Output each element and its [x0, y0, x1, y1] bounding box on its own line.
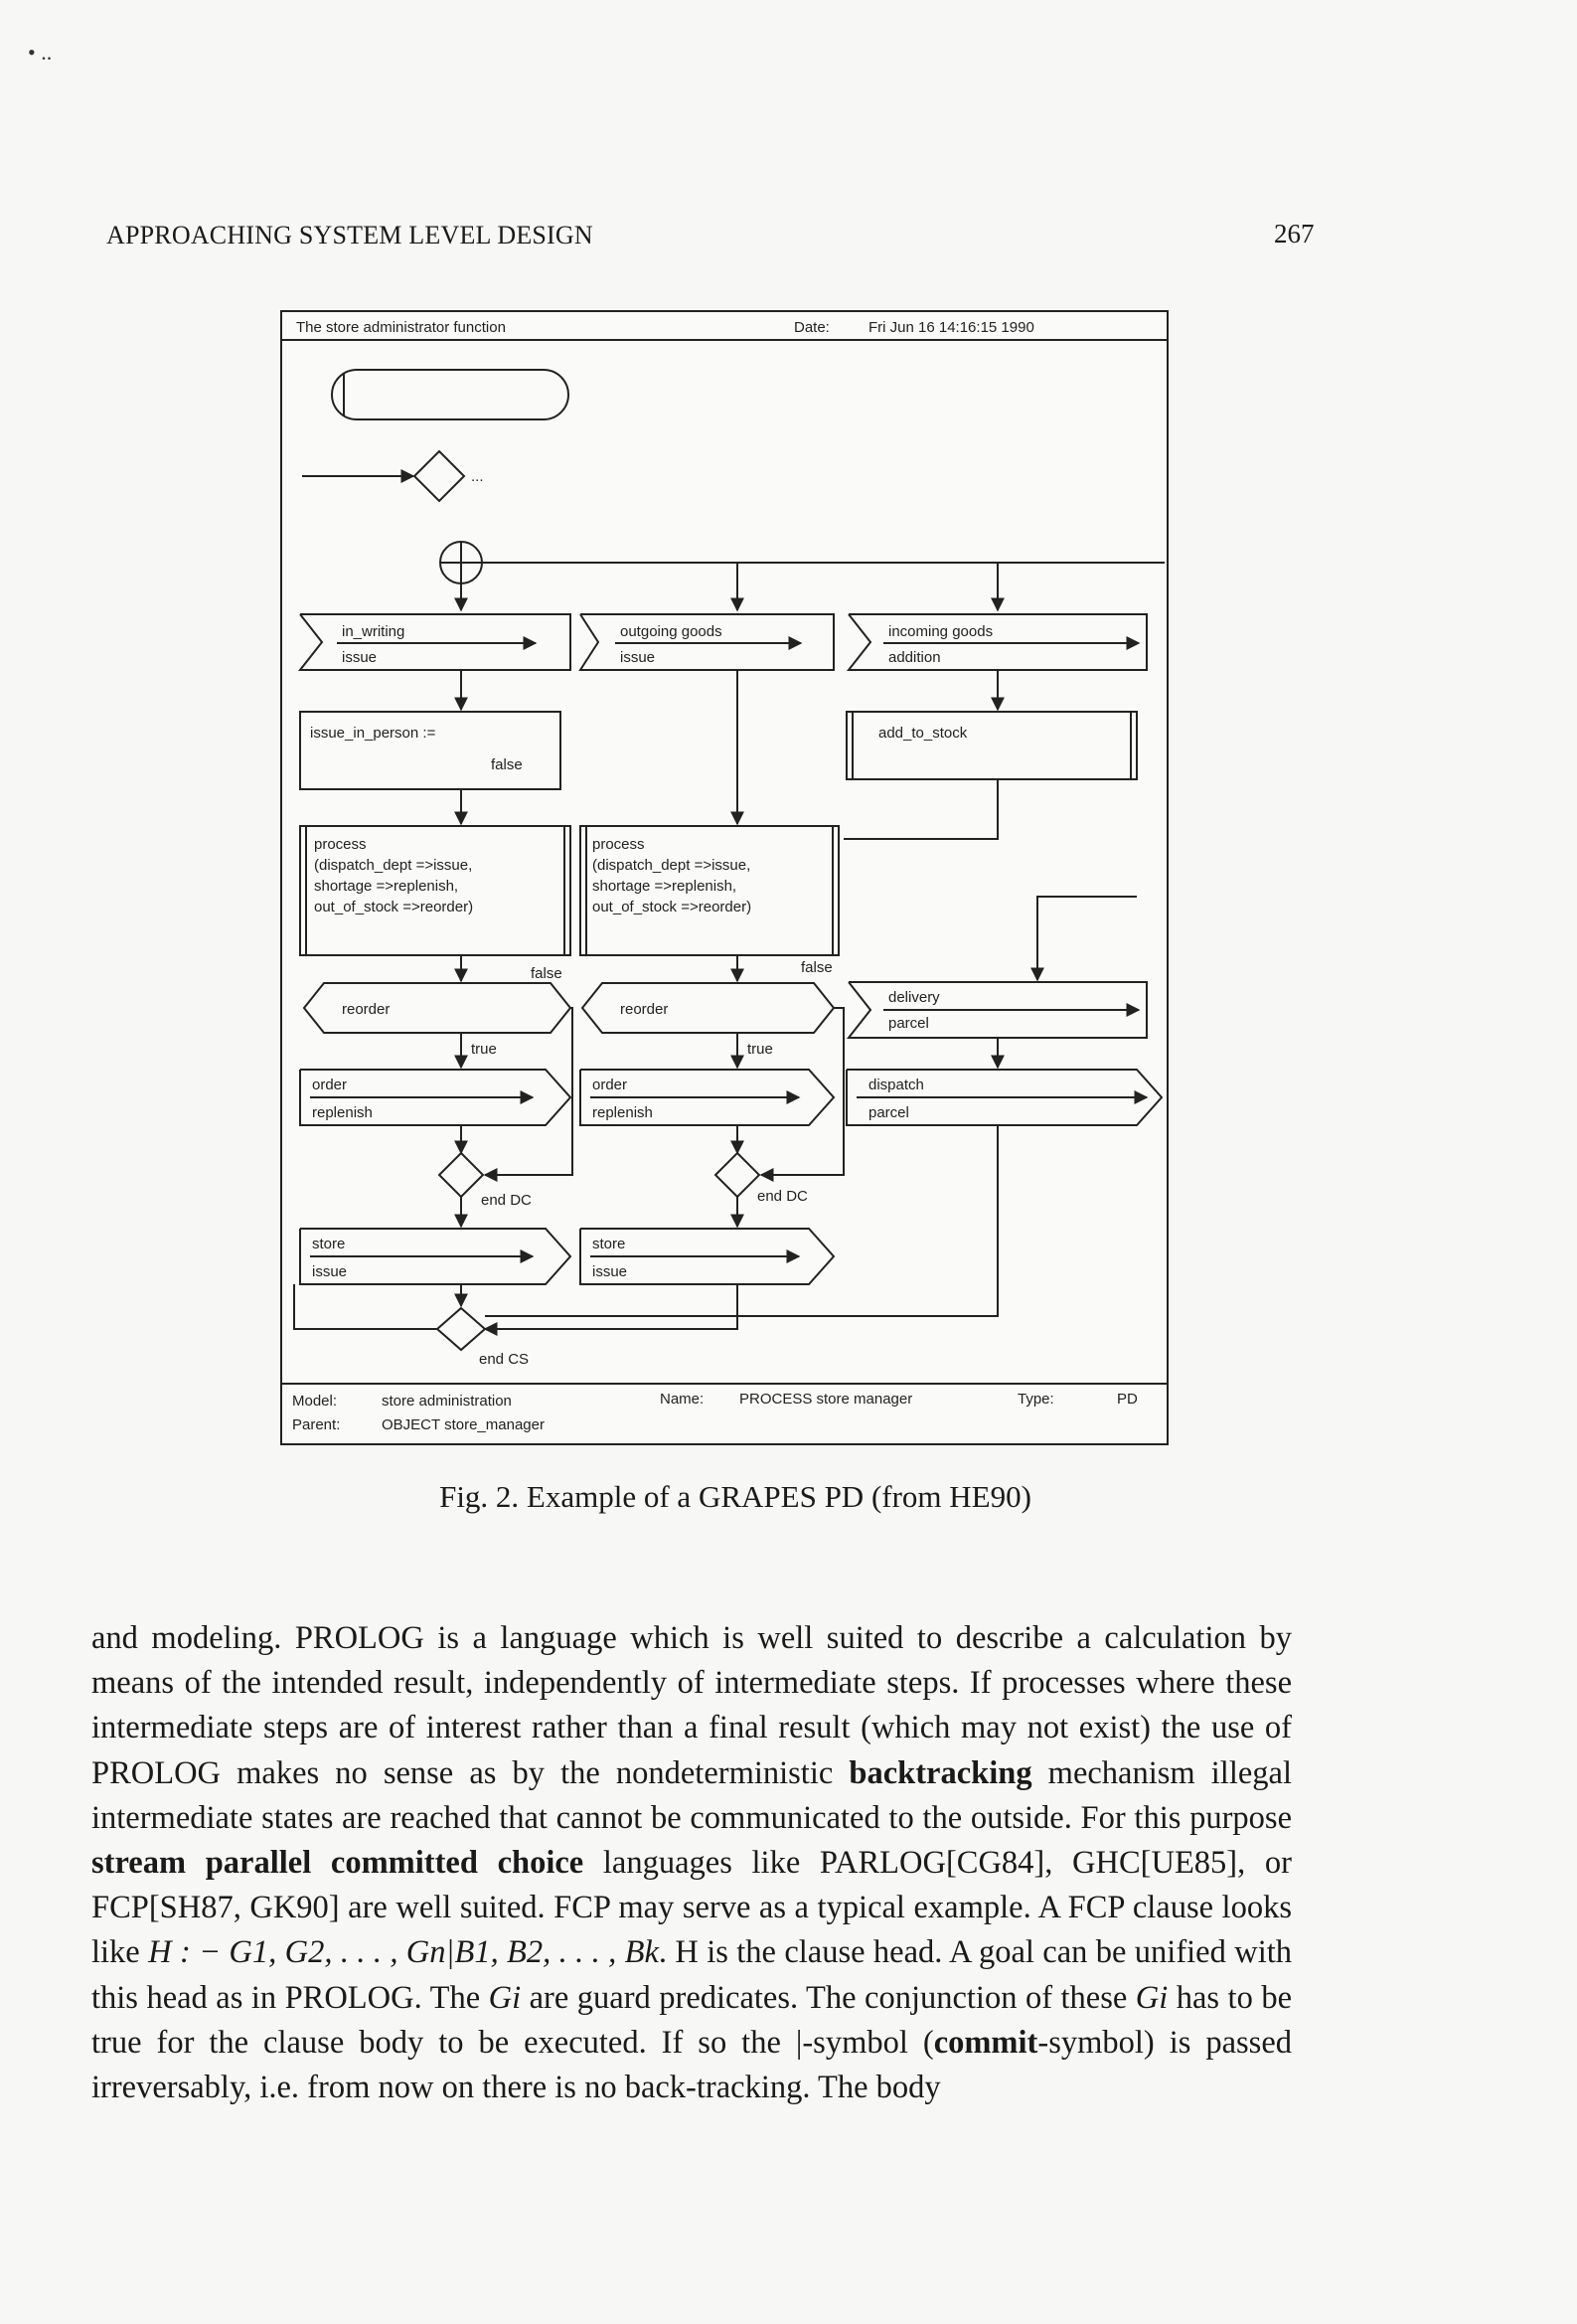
- col2-process-line3: shortage =>replenish,: [592, 878, 737, 895]
- col1-end-label: end DC: [481, 1192, 532, 1209]
- col1-false-label: false: [531, 965, 562, 982]
- body-text-3: languages like PARLOG[CG84], GHC[UE85], or FCP[SH87, GK90] are well suited. FCP may serve as a typical example. A FCP clause looks like: [91, 1845, 1292, 1971]
- diagram-canvas: [282, 312, 1167, 1443]
- col1-true-label: true: [471, 1041, 497, 1058]
- col3-output1-top: dispatch: [868, 1077, 924, 1093]
- col1-process-line3: shortage =>replenish,: [314, 878, 459, 895]
- guard-label: ...: [471, 468, 484, 485]
- col2-input-top: outgoing goods: [620, 623, 722, 640]
- term-commit: commit: [933, 2024, 1038, 2061]
- term-backtracking: backtracking: [849, 1754, 1032, 1791]
- col1-output2-top: store: [312, 1236, 346, 1252]
- col2-false-label: false: [801, 959, 833, 976]
- col1-input-bottom: issue: [342, 649, 378, 666]
- footer-name-label: Name:: [660, 1391, 705, 1408]
- col3-task-box: [847, 712, 1137, 779]
- col2-input-bottom: issue: [620, 649, 656, 666]
- body-text-1: and modeling. PROLOG is a language which is well suited to describe a calculation by means of the intended result, independently of intermediate steps. If processes where these intermediate steps are of interest rather than a final result (which may not exist) the use of PROLOG makes no sense as by the nondeterministic: [91, 1620, 1292, 1791]
- gi-symbol-1: Gi: [488, 1979, 522, 2016]
- col1-process-line2: (dispatch_dept =>issue,: [314, 857, 473, 874]
- footer-parent-value: OBJECT store_manager: [382, 1416, 545, 1433]
- col1-join-line: [294, 1284, 437, 1329]
- col3-input2-bottom: parcel: [888, 1015, 929, 1032]
- col1-process-line1: process: [314, 836, 367, 853]
- col3-input-top: incoming goods: [888, 623, 994, 640]
- body-text-6: has to be true for the clause body to be executed. If so the |-symbol (: [91, 1979, 1292, 2061]
- start-symbol: [332, 370, 568, 419]
- col3-input-bottom: addition: [888, 649, 941, 666]
- col2-end-diamond: [715, 1153, 759, 1197]
- col2-true-label: true: [747, 1041, 773, 1058]
- frame-date-label: Date:: [794, 319, 830, 336]
- col3-output1-bottom: parcel: [868, 1104, 909, 1121]
- frame-date-value: Fri Jun 16 14:16:15 1990: [868, 319, 1034, 336]
- col2-output2-bottom: issue: [592, 1263, 628, 1280]
- col1-assign-box: [300, 712, 560, 789]
- figure-caption: Fig. 2. Example of a GRAPES PD (from HE90): [439, 1479, 1031, 1514]
- guard-diamond: [414, 451, 464, 501]
- col2-process-line2: (dispatch_dept =>issue,: [592, 857, 751, 874]
- col1-process-line4: out_of_stock =>reorder): [314, 899, 474, 915]
- col2-output1-bottom: replenish: [592, 1104, 653, 1121]
- col2-decision-label: reorder: [620, 1001, 669, 1018]
- term-stream-parallel: stream parallel committed choice: [91, 1845, 584, 1882]
- gi-symbol-2: Gi: [1135, 1979, 1169, 2016]
- col3-join-line: [485, 1125, 998, 1316]
- body-text-2: mechanism illegal intermediate states are reached that cannot be communicated to the outside. For this purpose: [91, 1754, 1292, 1836]
- col3-task-label: add_to_stock: [878, 725, 968, 742]
- col1-end-diamond: [439, 1153, 483, 1197]
- body-text-7: -symbol) is passed irreversably, i.e. from now on there is no back-tracking. The body: [91, 2024, 1292, 2106]
- col1-assign-line2: false: [491, 756, 523, 773]
- col2-process-line1: process: [592, 836, 645, 853]
- corner-mark: • ..: [28, 40, 53, 65]
- frame-title: The store administrator function: [296, 319, 506, 336]
- page-number: 267: [1274, 219, 1315, 249]
- footer-type-label: Type:: [1018, 1391, 1054, 1408]
- fcp-formula: H : − G1, G2, . . . , Gn|B1, B2, . . . , Bk: [148, 1934, 659, 1971]
- footer-type-value: PD: [1117, 1391, 1138, 1408]
- col1-output1-top: order: [312, 1077, 348, 1093]
- col1-assign-line1: issue_in_person :=: [310, 725, 436, 742]
- final-end-diamond: [437, 1308, 485, 1350]
- col1-output1-bottom: replenish: [312, 1104, 373, 1121]
- footer-name-value: PROCESS store manager: [739, 1391, 913, 1408]
- footer-model-label: Model:: [292, 1393, 338, 1410]
- col1-input-top: in_writing: [342, 623, 405, 640]
- final-end-label: end CS: [479, 1351, 530, 1368]
- col1-output2-bottom: issue: [312, 1263, 348, 1280]
- col2-end-label: end DC: [757, 1188, 808, 1205]
- body-text-5: are guard predicates. The conjunction of these: [521, 1979, 1136, 2016]
- col3-feedback-line: [844, 779, 998, 839]
- body-text-4: . H is the clause head. A goal can be unified with this head as in PROLOG. The: [91, 1934, 1293, 2016]
- footer-model-value: store administration: [382, 1393, 512, 1410]
- grapes-pd-diagram: [280, 310, 1169, 1445]
- col3-input2-top: delivery: [888, 989, 940, 1006]
- col2-process-line4: out_of_stock =>reorder): [592, 899, 752, 915]
- running-header: APPROACHING SYSTEM LEVEL DESIGN: [106, 221, 593, 249]
- col2-output1-top: order: [592, 1077, 628, 1093]
- col1-decision-label: reorder: [342, 1001, 391, 1018]
- body-paragraph: [91, 1616, 1292, 2110]
- col2-output2-top: store: [592, 1236, 626, 1252]
- footer-parent-label: Parent:: [292, 1416, 341, 1433]
